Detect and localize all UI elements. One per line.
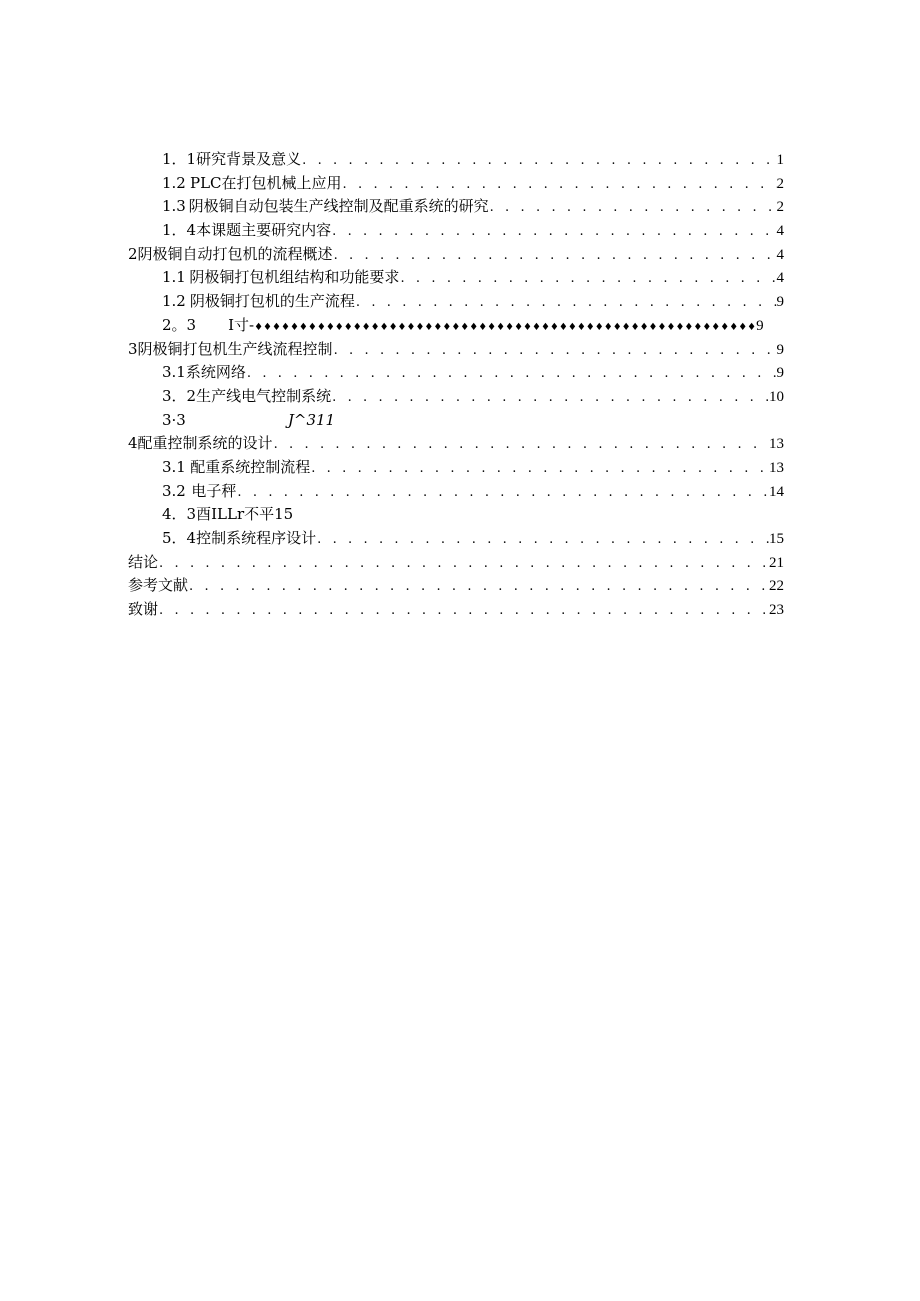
toc-entry-title: 致谢 bbox=[128, 600, 159, 619]
toc-entry-title: 系统网络 bbox=[185, 363, 246, 382]
dot-leader bbox=[246, 362, 777, 386]
toc-entry[interactable] bbox=[128, 385, 784, 409]
toc-entry-title: 电子秤 bbox=[191, 481, 237, 500]
dot-leader bbox=[331, 220, 776, 244]
dot-leader bbox=[301, 149, 776, 173]
toc-entry-garbled[interactable] bbox=[128, 409, 784, 433]
toc-entry-number: 4 bbox=[128, 434, 138, 453]
toc-entry-number: 2 bbox=[128, 244, 138, 263]
toc-entry-garbled[interactable] bbox=[128, 314, 784, 338]
toc-entry-page: 4 bbox=[776, 223, 784, 240]
toc-entry[interactable] bbox=[128, 266, 784, 290]
dot-leader bbox=[158, 552, 769, 576]
toc-chapter-entry[interactable] bbox=[128, 574, 784, 598]
toc-entry-page: 4 bbox=[776, 246, 784, 263]
toc-entry-title: 配重系统控制流程 bbox=[190, 457, 311, 476]
toc-entry-number: 1.3 bbox=[162, 197, 186, 216]
toc-entry-number: 5．4 bbox=[162, 529, 197, 547]
toc-entry-number: 3 bbox=[128, 339, 138, 358]
toc-entry-title: 生产线电气控制系统 bbox=[196, 386, 332, 405]
toc-entry-number: 1．4 bbox=[162, 221, 197, 240]
toc-entry-number: 1.2 bbox=[162, 173, 186, 192]
toc-chapter-entry[interactable] bbox=[128, 432, 784, 456]
toc-entry-title: 阴极铜打包机生产线流程控制 bbox=[137, 339, 333, 358]
toc-entry[interactable] bbox=[128, 219, 784, 243]
toc-entry-title: I寸- bbox=[228, 315, 255, 334]
toc-entry-number: 3.1 bbox=[162, 457, 186, 476]
toc-entry-number: 3.2 bbox=[162, 481, 186, 500]
toc-entry-title: 本课题主要研究内容 bbox=[196, 221, 332, 240]
toc-entry-title: 结论 bbox=[128, 552, 159, 571]
dot-leader bbox=[333, 244, 777, 268]
toc-entry-page: 14 bbox=[769, 483, 784, 500]
dot-leader bbox=[342, 173, 777, 197]
toc-entry[interactable] bbox=[128, 195, 784, 219]
toc-chapter-entry[interactable] bbox=[128, 338, 784, 362]
toc-entry-page: 22 bbox=[769, 578, 784, 595]
toc-entry-page: 2 bbox=[776, 175, 784, 192]
table-of-contents bbox=[128, 148, 784, 622]
toc-chapter-entry[interactable] bbox=[128, 243, 784, 267]
toc-entry[interactable] bbox=[128, 361, 784, 385]
dot-leader bbox=[331, 386, 769, 410]
toc-entry-title: 阴极铜自动打包机的流程概述 bbox=[137, 244, 333, 263]
toc-chapter-entry[interactable] bbox=[128, 598, 784, 622]
toc-entry-page: 10 bbox=[769, 388, 784, 405]
toc-entry-number: 2。3 bbox=[162, 315, 197, 334]
toc-entry-page: 2 bbox=[776, 199, 784, 216]
diamond-leader: ♦♦♦♦♦♦♦♦♦♦♦♦♦♦♦♦♦♦♦♦♦♦♦♦♦♦♦♦♦♦♦♦♦♦♦♦♦♦♦♦♦♦♦♦♦♦♦♦♦♦♦♦♦♦♦♦ bbox=[254, 321, 757, 333]
toc-entry-title: J^311 bbox=[287, 410, 336, 429]
toc-entry-page: 13 bbox=[769, 459, 784, 476]
toc-entry-number: 1.1 bbox=[162, 268, 186, 287]
toc-entry-garbled[interactable] bbox=[128, 503, 784, 527]
toc-entry-title: 控制系统程序设计 bbox=[196, 529, 317, 547]
toc-entry-title: 阴极铜打包机组结构和功能要求 bbox=[189, 268, 400, 287]
toc-entry-title: PLC在打包机械上应用 bbox=[189, 173, 342, 192]
toc-entry-page: 15 bbox=[769, 531, 784, 547]
toc-entry-page: 23 bbox=[769, 602, 784, 619]
toc-entry-title: 阴极铜自动包装生产线控制及配重系统的研究 bbox=[188, 197, 489, 216]
toc-entry-title: 参考文献 bbox=[128, 576, 189, 595]
dot-leader bbox=[236, 481, 769, 505]
dot-leader bbox=[158, 599, 769, 623]
dot-leader bbox=[333, 339, 777, 363]
toc-entry-page: 21 bbox=[769, 554, 784, 571]
toc-entry-page: 4 bbox=[776, 270, 784, 287]
toc-entry[interactable] bbox=[128, 290, 784, 314]
dot-leader bbox=[489, 196, 777, 220]
toc-entry-number: 1．1 bbox=[162, 150, 197, 168]
dot-leader bbox=[188, 575, 769, 599]
dot-leader bbox=[310, 457, 769, 481]
toc-entry-number: 3·3 bbox=[162, 410, 186, 429]
dot-leader bbox=[355, 291, 777, 315]
toc-entry-page: 9 bbox=[756, 317, 764, 334]
toc-entry-number: 3．2 bbox=[162, 386, 197, 405]
toc-entry[interactable] bbox=[128, 456, 784, 480]
toc-entry-title: 研究背景及意义 bbox=[196, 150, 302, 168]
dot-leader bbox=[316, 528, 769, 552]
dot-leader bbox=[273, 433, 769, 457]
toc-chapter-entry[interactable] bbox=[128, 551, 784, 575]
toc-entry-page: 1 bbox=[776, 152, 784, 168]
toc-entry[interactable] bbox=[128, 527, 784, 551]
toc-entry-title: 配重控制系统的设计 bbox=[137, 434, 273, 453]
toc-entry-number: 1.2 bbox=[162, 292, 186, 311]
toc-entry[interactable] bbox=[128, 480, 784, 504]
toc-entry[interactable] bbox=[128, 172, 784, 196]
toc-entry-title: 阴极铜打包机的生产流程 bbox=[189, 292, 355, 311]
toc-entry-number: 4．3 bbox=[162, 505, 197, 524]
toc-entry-page: 9 bbox=[776, 365, 784, 382]
dot-leader bbox=[399, 267, 776, 291]
toc-entry-page: 9 bbox=[776, 341, 784, 358]
toc-entry[interactable] bbox=[128, 148, 784, 172]
toc-entry-page: 9 bbox=[776, 294, 784, 311]
toc-entry-page: 13 bbox=[769, 436, 784, 453]
toc-entry-number: 3.1 bbox=[162, 363, 186, 382]
toc-entry-title: 酉ILLr不平15 bbox=[196, 505, 294, 524]
